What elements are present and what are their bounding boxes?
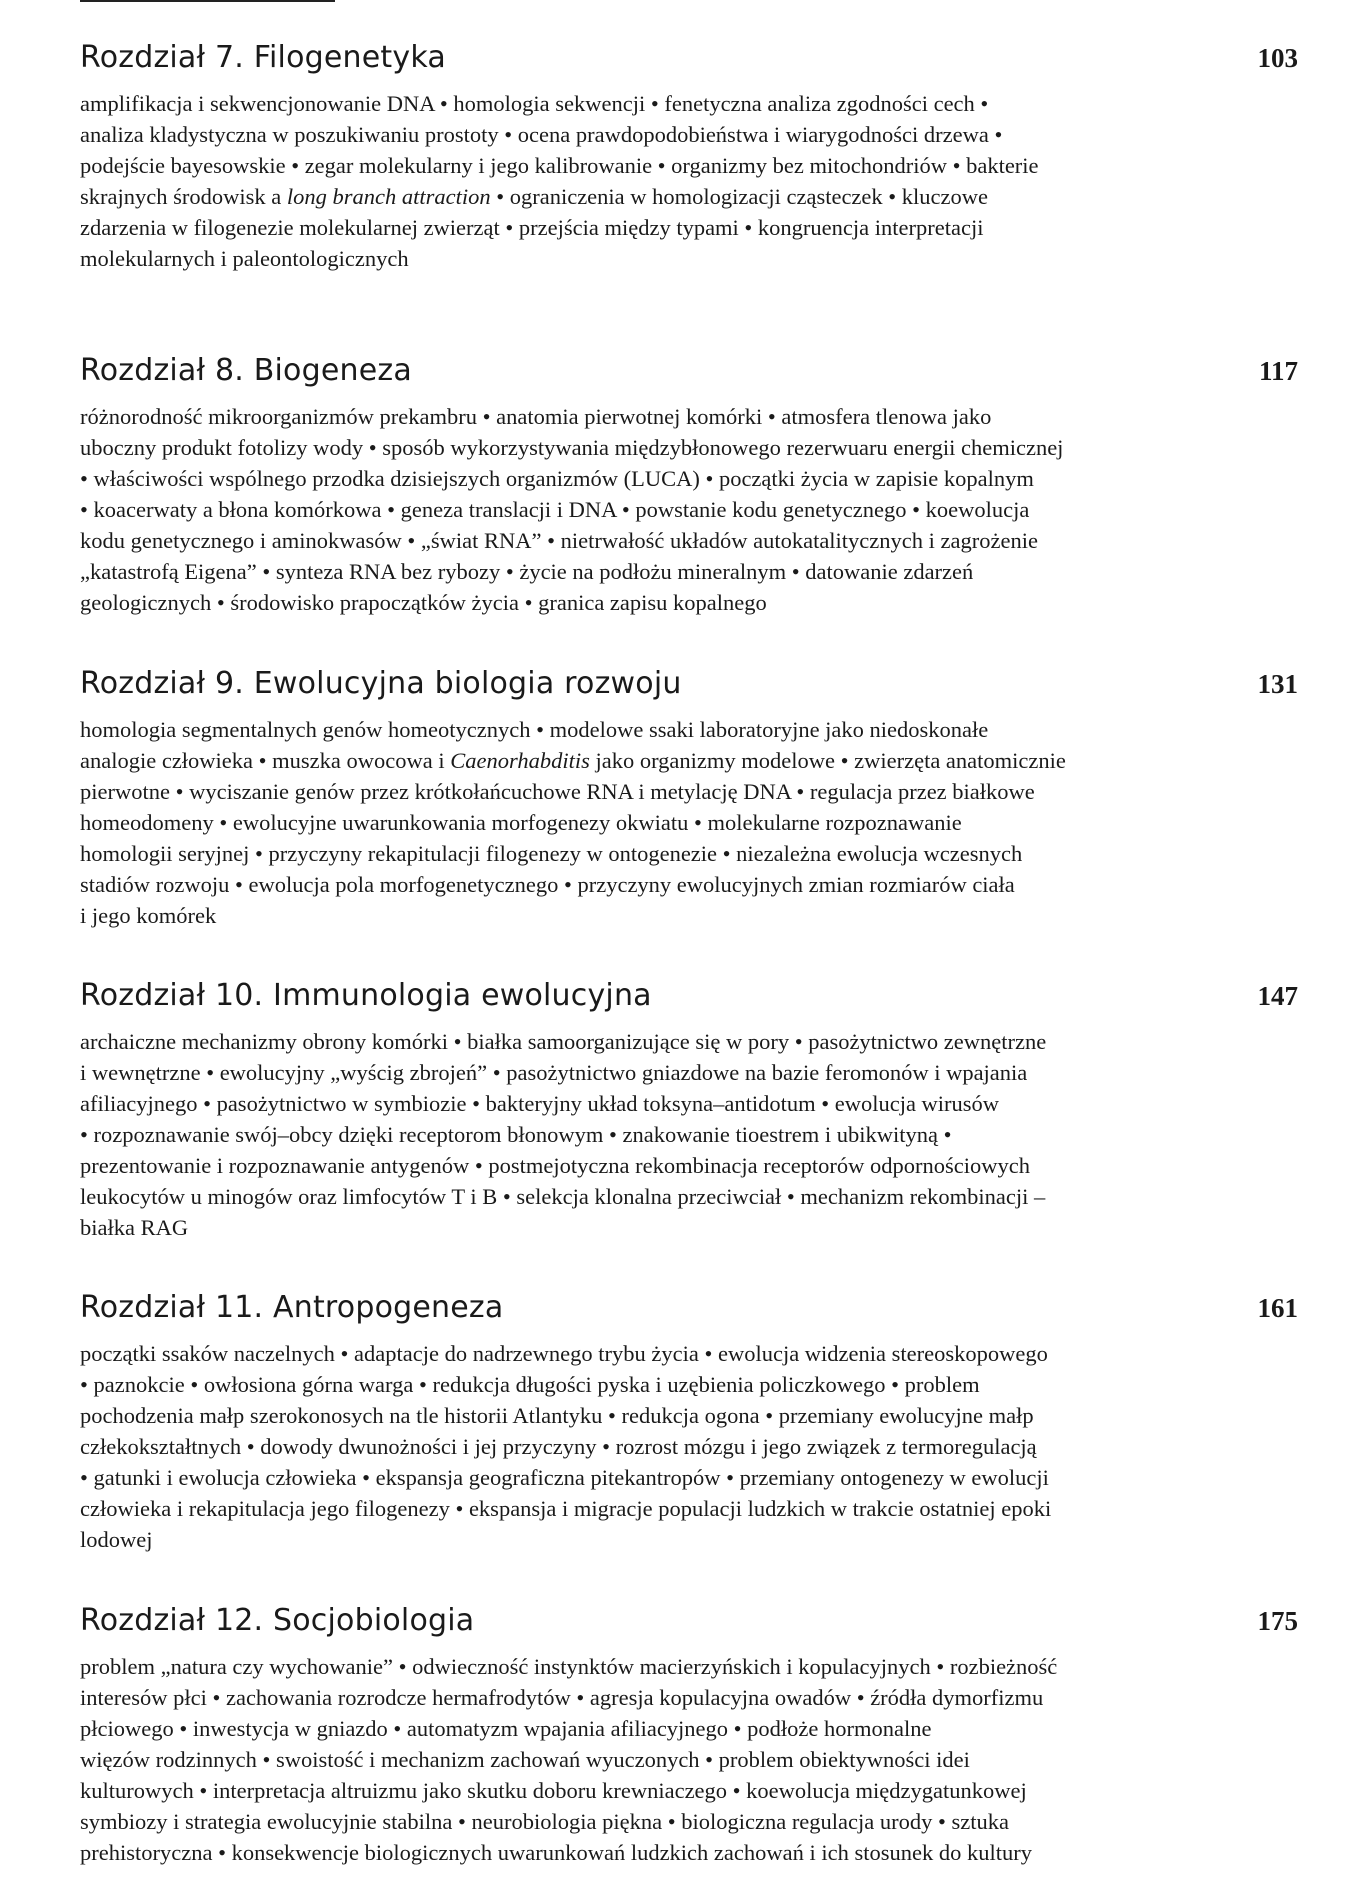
topic-line: • rozpoznawanie swój–obcy dzięki receptorom błonowym • znakowanie tioestrem i ubikwityną • — [80, 1122, 952, 1147]
chapter-page-number[interactable]: 103 — [1257, 43, 1298, 73]
topic-line: białka RAG — [80, 1215, 189, 1240]
chapter-12 — [80, 1603, 1300, 1893]
topic-line: homologia segmentalnych genów homeotycznych • modelowe ssaki laboratoryjne jako niedoskonałe — [80, 717, 989, 742]
chapter-page-number[interactable]: 175 — [1257, 1606, 1298, 1636]
topic-line: analiza kladystyczna w poszukiwaniu prostoty • ocena prawdopodobieństwa i wiarygodności drzewa • — [80, 122, 1003, 147]
topic-line: i wewnętrzne • ewolucyjny „wyścig zbrojeń” • pasożytnictwo gniazdowe na bazie feromonów i wpajania — [80, 1060, 1028, 1085]
topic-line: uboczny produkt fotolizy wody • sposób wykorzystywania międzybłonowego rezerwuaru energii chemicznej — [80, 435, 1064, 460]
topic-line: • paznokcie • owłosiona górna warga • redukcja długości pyska i uzębienia policzkowego • problem — [80, 1372, 980, 1397]
chapter-title[interactable]: Rozdział 12. Socjobiologia — [80, 1603, 475, 1638]
chapter-title[interactable]: Rozdział 8. Biogeneza — [80, 353, 412, 388]
chapter-page-number[interactable]: 147 — [1257, 981, 1298, 1011]
topic-line: prehistoryczna • konsekwencje biologicznych uwarunkowań ludzkich zachowań i ich stosunek do kultury — [80, 1840, 1032, 1865]
topic-line: pochodzenia małp szerokonosych na tle historii Atlantyku • redukcja ogona • przemiany ewolucyjne małp — [80, 1403, 1034, 1428]
topic-line: • koacerwaty a błona komórkowa • geneza translacji i DNA • powstanie kodu genetycznego • koewolucja — [80, 497, 1030, 522]
topic-line: i jego komórek — [80, 903, 217, 928]
chapter-title[interactable]: Rozdział 10. Immunologia ewolucyjna — [80, 978, 652, 1013]
topic-line: homologii seryjnej • przyczyny rekapitulacji filogenezy w ontogenezie • niezależna ewolucja wczesnych — [80, 841, 1023, 866]
topic-line: archaiczne mechanizmy obrony komórki • białka samoorganizujące się w pory • pasożytnictwo zewnętrzne — [80, 1029, 1047, 1054]
chapter-7 — [80, 40, 1300, 353]
topic-line: leukocytów u minogów oraz limfocytów T i B • selekcja klonalna przeciwciał • mechanizm rekombinacji – — [80, 1184, 1046, 1209]
chapter-8 — [80, 353, 1300, 666]
chapter-header — [80, 353, 1300, 401]
topic-line: symbiozy i strategia ewolucyjnie stabilna • neurobiologia piękna • biologiczna regulacja urody • sztuka — [80, 1809, 1009, 1834]
chapter-title[interactable]: Rozdział 9. Ewolucyjna biologia rozwoju — [80, 666, 682, 701]
topic-line: homeodomeny • ewolucyjne uwarunkowania morfogenezy okwiatu • molekularne rozpoznawanie — [80, 810, 962, 835]
topic-line: molekularnych i paleontologicznych — [80, 246, 409, 271]
topic-line: lodowej — [80, 1527, 153, 1552]
chapter-title[interactable]: Rozdział 11. Antropogeneza — [80, 1290, 504, 1325]
topic-line: geologicznych • środowisko prapoczątków życia • granica zapisu kopalnego — [80, 590, 767, 615]
topic-line: kodu genetycznego i aminokwasów • „świat RNA” • nietrwałość układów autokatalitycznych i zagrożenie — [80, 528, 1038, 553]
topic-line: „katastrofą Eigena” • synteza RNA bez rybozy • życie na podłożu mineralnym • datowanie zdarzeń — [80, 559, 974, 584]
topic-line: płciowego • inwestycja w gniazdo • automatyzm wpajania afiliacyjnego • podłoże hormonalne — [80, 1716, 932, 1741]
topic-line: człekokształtnych • dowody dwunożności i jej przyczyny • rozrost mózgu i jego związek z termoregulacją — [80, 1434, 1037, 1459]
topic-line: podejście bayesowskie • zegar molekularny i jego kalibrowanie • organizmy bez mitochondriów • bakterie — [80, 153, 1039, 178]
topic-line: interesów płci • zachowania rozrodcze hermafrodytów • agresja kopulacyjna owadów • źródła dymorfizmu — [80, 1685, 1044, 1710]
topic-line: stadiów rozwoju • ewolucja pola morfogenetycznego • przyczyny ewolucyjnych zmian rozmiarów ciała — [80, 872, 1015, 897]
italic-term: Caenorhabditis — [450, 748, 590, 773]
chapter-header — [80, 666, 1300, 714]
chapter-topics — [80, 88, 1300, 274]
topic-line: różnorodność mikroorganizmów prekambru • anatomia pierwotnej komórki • atmosfera tlenowa jako — [80, 404, 992, 429]
chapter-header — [80, 978, 1300, 1026]
topic-line: amplifikacja i sekwencjonowanie DNA • homologia sekwencji • fenetyczna analiza zgodności cech • — [80, 91, 989, 116]
topic-line: afiliacyjnego • pasożytnictwo w symbiozie • bakteryjny układ toksyna–antidotum • ewolucja wirusów — [80, 1091, 1000, 1116]
table-of-contents — [80, 40, 1300, 1893]
chapter-9 — [80, 666, 1300, 978]
chapter-title[interactable]: Rozdział 7. Filogenetyka — [80, 40, 446, 75]
topic-line: • gatunki i ewolucja człowieka • ekspansja geograficzna pitekantropów • przemiany ontogenezy w ewolucji — [80, 1465, 1049, 1490]
topic-line: pierwotne • wyciszanie genów przez krótkołańcuchowe RNA i metylację DNA • regulacja przez białkowe — [80, 779, 1035, 804]
chapter-header — [80, 1603, 1300, 1651]
top-rule — [80, 0, 335, 2]
chapter-topics — [80, 714, 1300, 931]
topic-line: kulturowych • interpretacja altruizmu jako skutku doboru krewniaczego • koewolucja międzygatunkowej — [80, 1778, 1027, 1803]
chapter-topics — [80, 401, 1300, 618]
topic-line: zdarzenia w filogenezie molekularnej zwierząt • przejścia między typami • kongruencja interpretacji — [80, 215, 984, 240]
chapter-topics — [80, 1651, 1300, 1868]
topic-line: problem „natura czy wychowanie” • odwieczność instynktów macierzyńskich i kopulacyjnych • rozbieżność — [80, 1654, 1058, 1679]
topic-line: • właściwości wspólnego przodka dzisiejszych organizmów (LUCA) • początki życia w zapisie kopalnym — [80, 466, 1034, 491]
chapter-page-number[interactable]: 161 — [1257, 1293, 1298, 1323]
italic-term: long branch attraction — [286, 184, 491, 209]
chapter-topics — [80, 1026, 1300, 1243]
topic-line: prezentowanie i rozpoznawanie antygenów • postmejotyczna rekombinacja receptorów odpornościowych — [80, 1153, 1031, 1178]
chapter-page-number[interactable]: 131 — [1257, 669, 1298, 699]
chapter-11 — [80, 1290, 1300, 1603]
topic-line: więzów rodzinnych • swoistość i mechanizm zachowań wyuczonych • problem obiektywności idei — [80, 1747, 970, 1772]
chapter-10 — [80, 978, 1300, 1290]
topic-line: analogie człowieka • muszka owocowa i Caenorhabditis jako organizmy modelowe • zwierzęta anatomicznie — [80, 748, 1066, 773]
chapter-topics — [80, 1338, 1300, 1555]
topic-line: skrajnych środowisk a long branch attraction • ograniczenia w homologizacji cząsteczek • kluczowe — [80, 184, 988, 209]
chapter-page-number[interactable]: 117 — [1258, 356, 1298, 386]
topic-line: człowieka i rekapitulacja jego filogenezy • ekspansja i migracje populacji ludzkich w trakcie ostatniej epoki — [80, 1496, 1052, 1521]
chapter-header — [80, 40, 1300, 88]
chapter-header — [80, 1290, 1300, 1338]
topic-line: początki ssaków naczelnych • adaptacje do nadrzewnego trybu życia • ewolucja widzenia stereoskopowego — [80, 1341, 1048, 1366]
